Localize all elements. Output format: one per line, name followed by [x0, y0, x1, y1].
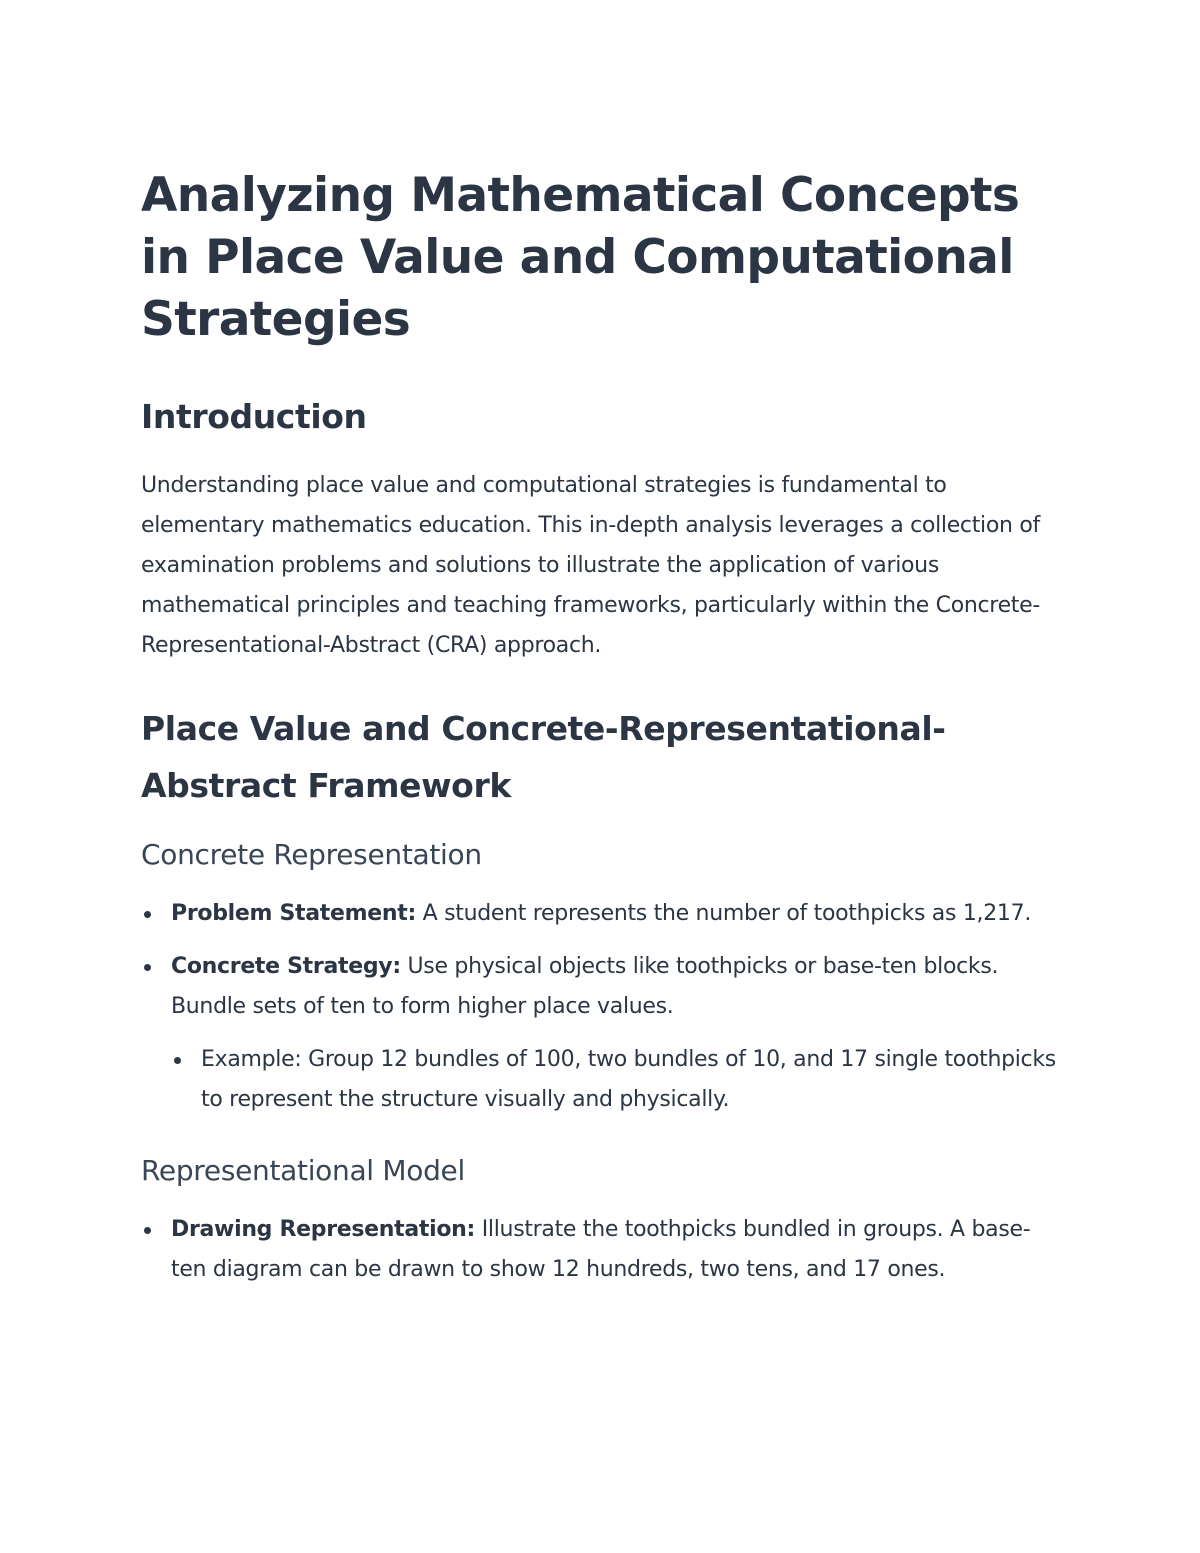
list-item-text: Illustrate the toothpicks bundled in groups. A base-ten diagram can be drawn to show 12 hundreds, two tens, and 17 ones.	[171, 1217, 1031, 1282]
concrete-list	[141, 894, 1061, 1120]
list-item	[141, 1210, 1061, 1290]
list-item-text: Use physical objects like toothpicks or base-ten blocks. Bundle sets of ten to form higher place values.	[171, 954, 999, 1019]
list-item-label: Concrete Strategy:	[171, 954, 401, 979]
document-title: Analyzing Mathematical Concepts in Place Value and Computational Strategies	[141, 168, 1020, 347]
nested-list	[171, 1040, 1061, 1120]
framework-heading: Place Value and Concrete-Representational-Abstract Framework	[141, 709, 946, 805]
representational-heading: Representational Model	[141, 1154, 465, 1187]
concrete-heading: Concrete Representation	[141, 838, 482, 871]
nested-list-item: Example: Group 12 bundles of 100, two bundles of 10, and 17 single toothpicks to represent the structure visually and physically.	[171, 1040, 1061, 1120]
document-page	[141, 165, 1061, 1303]
list-item	[141, 894, 1061, 934]
introduction-heading: Introduction	[141, 397, 367, 436]
list-item-label: Problem Statement:	[171, 901, 416, 926]
introduction-paragraph: Understanding place value and computational strategies is fundamental to elementary mathematics education. This in-depth analysis leverages a collection of examination problems and solutions to illustrate the application of various mathematical principles and teaching frameworks, particularly within the Concrete-Representational-Abstract (CRA) approach.	[141, 473, 1041, 658]
list-item-label: Drawing Representation:	[171, 1217, 476, 1242]
list-item-text: A student represents the number of toothpicks as 1,217.	[415, 901, 1032, 926]
representational-list	[141, 1210, 1061, 1290]
list-item	[141, 947, 1061, 1120]
